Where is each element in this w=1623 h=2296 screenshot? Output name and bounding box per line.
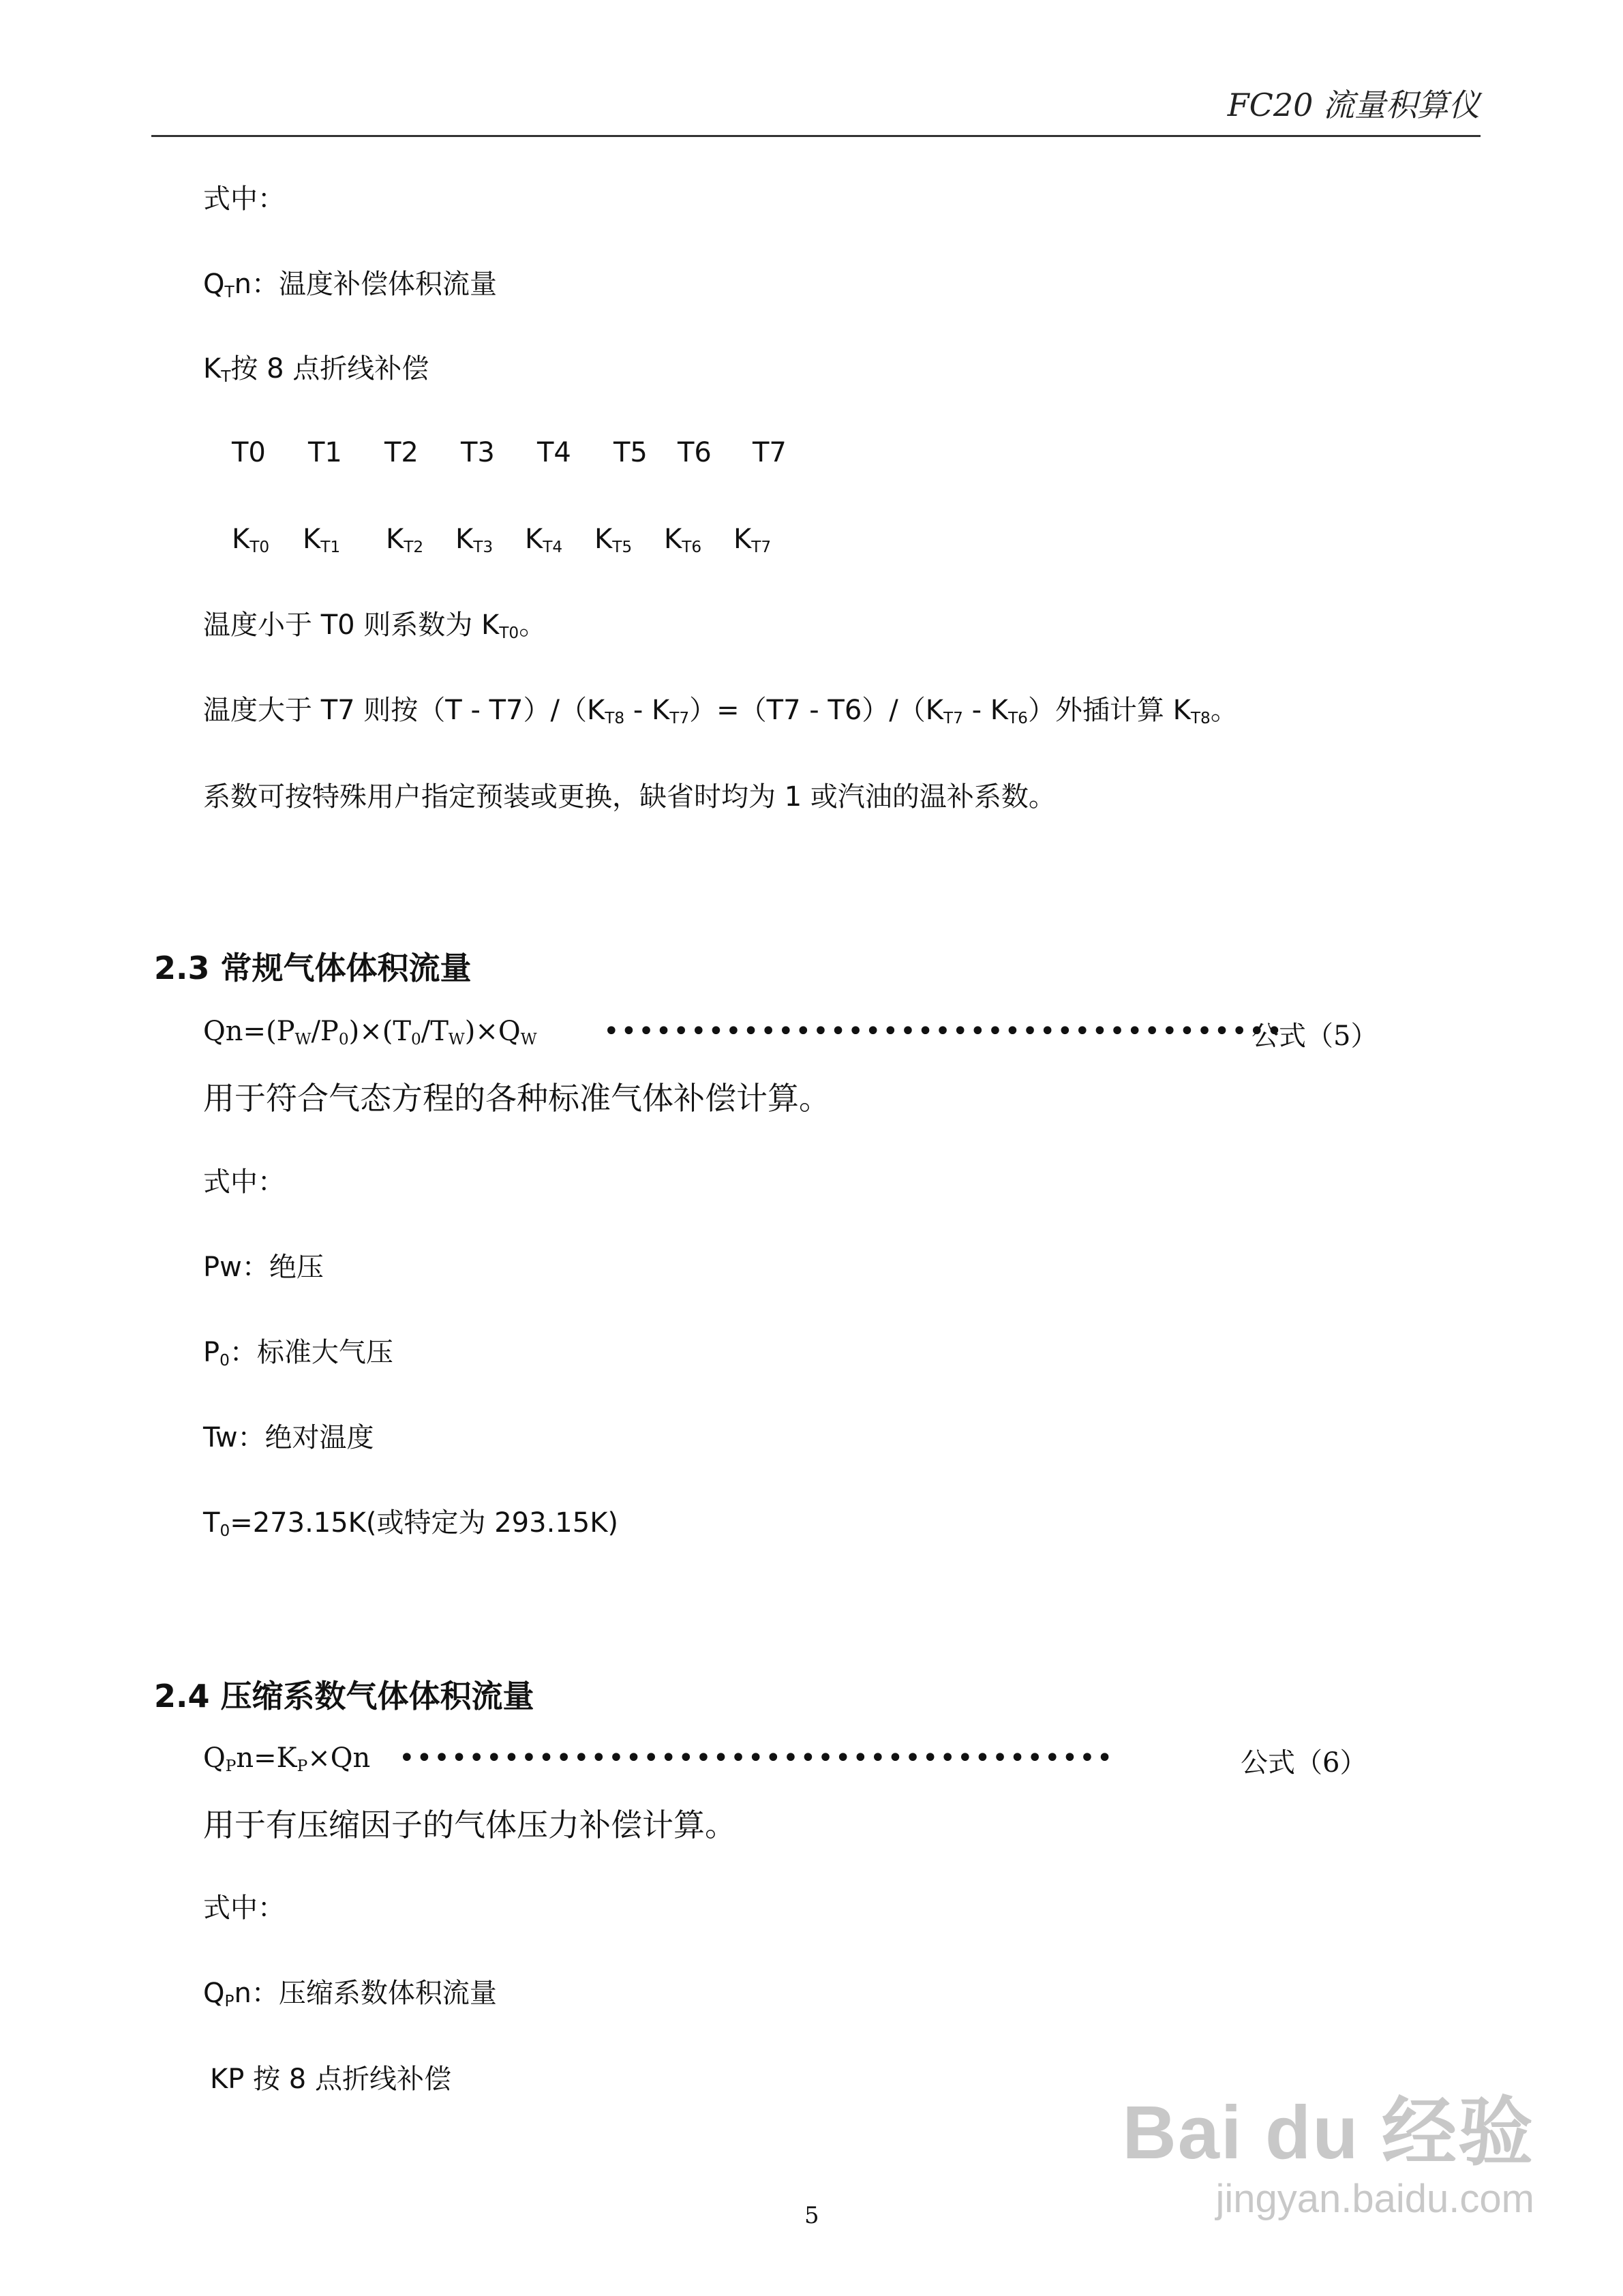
pw-definition: Pw：绝压 (203, 1252, 324, 1283)
section-heading-2-4: 2.4 压缩系数气体体积流量 (154, 1678, 534, 1715)
formula-5-description: 用于符合气态方程的各种标准气体补偿计算。 (203, 1080, 830, 1117)
t-point: T3 (461, 437, 495, 468)
tw-definition: Tw：绝对温度 (203, 1422, 374, 1453)
k-point: $K_{T4}$ (525, 524, 563, 556)
header-rule (151, 135, 1481, 137)
below-range-rule: 温度小于 T0 则系数为 $K_{T0}$。 (203, 609, 547, 642)
t-point: T4 (537, 437, 571, 468)
p0-definition: $P_0$：标准大气压 (203, 1337, 393, 1370)
k-point: $K_{T3}$ (455, 524, 494, 556)
kp-definition: KP 按 8 点折线补偿 (210, 2064, 451, 2095)
formula-6-leader-dots: ••••••••••••••••••••••••••••••••••••••••• (399, 1742, 1114, 1774)
t-point: T7 (753, 437, 787, 468)
k-point: $K_{T5}$ (594, 524, 633, 556)
k-point: $K_{T6}$ (664, 524, 702, 556)
k-point: $K_{T0}$ (232, 524, 270, 556)
formula-5: $Qn=(P_W/P_0)\times(T_0/T_W)\times Q_W$ (203, 1016, 537, 1048)
formula-5-leader-dots: ••••••••••••••••••••••••••••••••••••••• (603, 1016, 1284, 1047)
above-range-rule: 温度大于 T7 则按$(T - T7)/(K_{T8} - K_{T7})=(T7 - T6)/(K_{T7} - K_{T6})$外插计算 $K_{T8}$。 (203, 695, 1238, 727)
formula-6-label: 公式（6） (1241, 1747, 1367, 1779)
page-number: 5 (804, 2202, 819, 2229)
formula-6-description: 用于有压缩因子的气体压力补偿计算。 (203, 1807, 736, 1843)
formula-5-label: 公式（5） (1252, 1021, 1378, 1052)
kt-definition: $K_T$按 8 点折线补偿 (203, 353, 429, 386)
qpn-definition: $Q_Pn$：压缩系数体积流量 (203, 1978, 497, 2010)
section-heading-2-3: 2.3 常规气体体积流量 (154, 950, 472, 986)
k-point: $K_{T7}$ (733, 524, 772, 556)
legend-intro-2-3: 式中： (203, 1166, 285, 1198)
t0-definition: $T_0=273.15K$(或特定为 293.15K) (203, 1507, 619, 1540)
k-point: $K_{T1}$ (303, 524, 341, 556)
watermark-url: jingyan.baidu.com (1215, 2177, 1534, 2221)
legend-intro: 式中： (203, 183, 285, 215)
t-point: T1 (308, 437, 342, 468)
k-point: $K_{T2}$ (386, 524, 424, 556)
baidu-watermark (1122, 2072, 1534, 2222)
t-point: T6 (678, 437, 712, 468)
qtn-definition: $Q_Tn$：温度补偿体积流量 (203, 269, 498, 301)
t-point: T5 (613, 437, 648, 468)
running-header: FC20 流量积算仪 (1227, 87, 1480, 123)
legend-intro-2-4: 式中： (203, 1892, 285, 1924)
t-point: T2 (384, 437, 419, 468)
coefficient-note: 系数可按特殊用户指定预装或更换，缺省时均为 1 或汽油的温补系数。 (203, 781, 1056, 813)
t-point: T0 (232, 437, 266, 468)
watermark-brand: Bai du 经验 (1122, 2091, 1534, 2175)
formula-6: $Q_Pn=K_P\times Qn$ (203, 1742, 371, 1775)
